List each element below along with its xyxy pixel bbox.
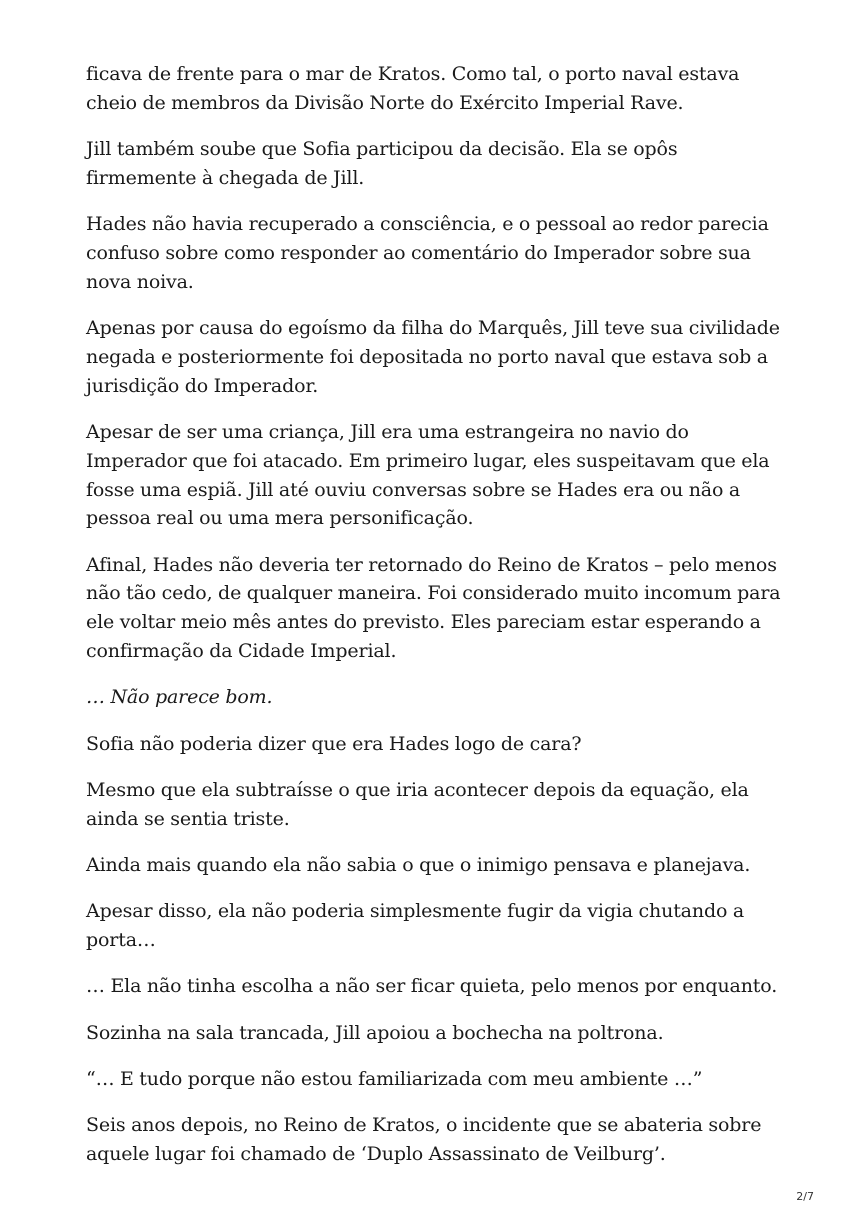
paragraph-9: Mesmo que ela subtraísse o que iria acontecer depois da equação, ela ainda se sentia triste.: [86, 778, 749, 830]
paragraph-11: Apesar disso, ela não poderia simplesmente fugir da vigia chutando a porta…: [86, 900, 745, 952]
paragraph-3: Hades não havia recuperado a consciência, e o pessoal ao redor parecia confuso sobre como responder ao comentário do Imperador sobre sua nova noiva.: [86, 213, 769, 293]
paragraph-12: … Ela não tinha escolha a não ser ficar quieta, pelo menos por enquanto.: [86, 975, 778, 998]
paragraph-7: … Não parece bom.: [86, 686, 273, 709]
paragraph-13: Sozinha na sala trancada, Jill apoiou a bochecha na poltrona.: [86, 1021, 664, 1044]
paragraph-8: Sofia não poderia dizer que era Hades logo de cara?: [86, 732, 582, 755]
paragraph-6: Afinal, Hades não deveria ter retornado do Reino de Kratos – pelo menos não tão cedo, de qualquer maneira. Foi considerado muito incomum para ele voltar meio mês antes do previsto. Eles pareciam estar esperando a confirmação da Cidade Imperial.: [86, 553, 781, 663]
paragraph-4: Apenas por causa do egoísmo da filha do Marquês, Jill teve sua civilidade negada e posteriormente foi depositada no porto naval que estava sob a jurisdição do Imperador.: [86, 317, 780, 397]
paragraph-1: ficava de frente para o mar de Kratos. Como tal, o porto naval estava cheio de membros da Divisão Norte do Exército Imperial Rave.: [86, 63, 740, 114]
paragraph-5: Apesar de ser uma criança, Jill era uma estrangeira no navio do Imperador que foi atacado. Em primeiro lugar, eles suspeitavam que ela fosse uma espiã. Jill até ouviu conversas sobre se Hades era ou não a pessoa real ou uma mera personificação.: [86, 420, 770, 530]
page-number: 2/7: [796, 1190, 814, 1203]
paragraph-15: Seis anos depois, no Reino de Kratos, o incidente que se abateria sobre aquele lugar foi chamado de ‘Duplo Assassinato de Veilburg’.: [86, 1114, 762, 1166]
paragraph-2: Jill também soube que Sofia participou da decisão. Ela se opôs firmemente à chegada de Jill.: [86, 138, 678, 189]
paragraph-10: Ainda mais quando ela não sabia o que o inimigo pensava e planejava.: [86, 854, 751, 877]
document-body: [86, 60, 786, 1186]
paragraph-14: “… E tudo porque não estou familiarizada com meu ambiente …”: [86, 1068, 703, 1091]
